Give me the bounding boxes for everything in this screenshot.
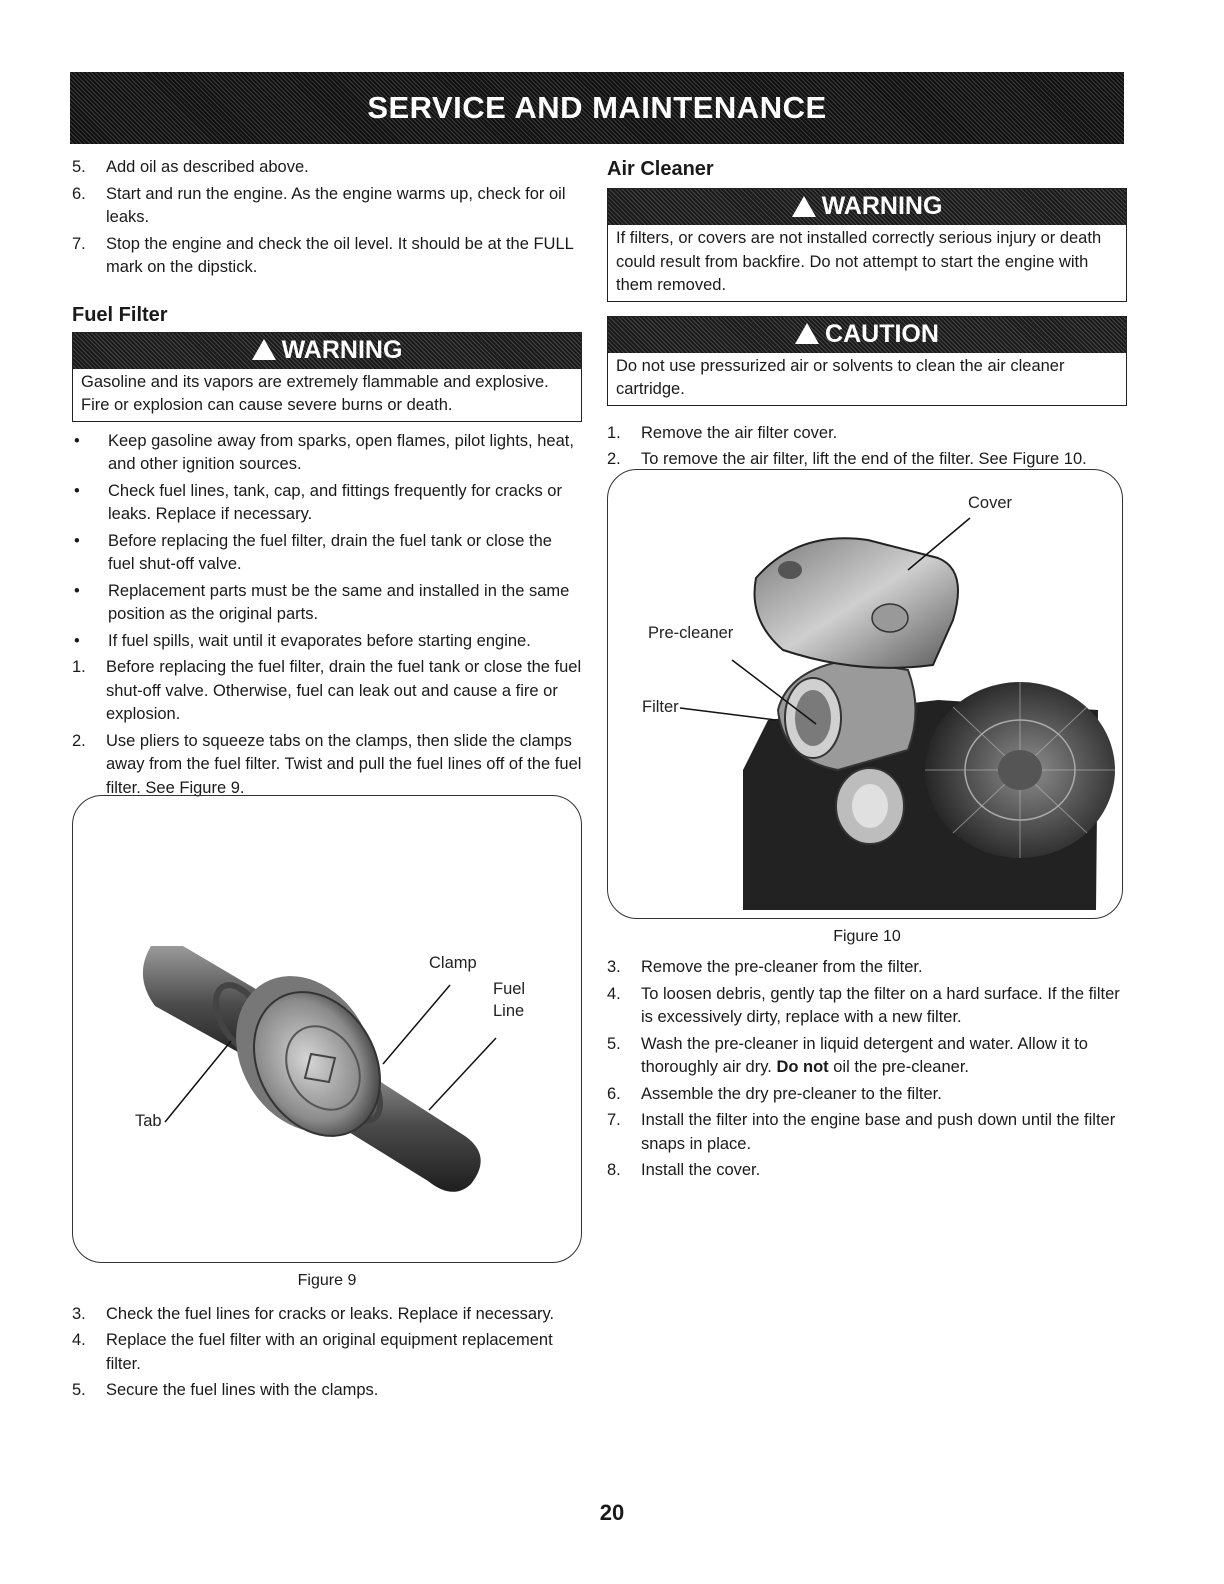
callout-fuel: Fuel — [493, 980, 526, 998]
fuel-filter-illustration — [73, 796, 581, 1262]
right-column — [607, 156, 1127, 1186]
list-item — [72, 156, 582, 180]
item-text: Assemble the dry pre-cleaner to the filter. — [641, 1084, 942, 1103]
filter-element — [778, 660, 916, 770]
item-number: 3. — [72, 1304, 86, 1323]
item-text: Stop the engine and check the oil level. It should be at the FULL mark on the dipstick. — [106, 234, 574, 276]
warning-label: WARNING — [821, 192, 943, 221]
item-text — [641, 1033, 1127, 1080]
callout-clamp: Clamp — [429, 954, 477, 972]
list-item — [72, 1379, 582, 1403]
item-number: 4. — [607, 984, 621, 1003]
list-item — [72, 656, 582, 727]
cover-part — [755, 538, 958, 668]
item-text: Check fuel lines, tank, cap, and fittings frequently for cracks or leaks. Replace if necessary. — [108, 481, 562, 523]
figure-9-caption: Figure 9 — [297, 1272, 357, 1289]
item-text: Before replacing the fuel filter, drain the fuel tank or close the fuel shut-off valve. Otherwise, fuel can leak out and cause a fire or explosion. — [106, 658, 582, 723]
list-item — [607, 956, 1127, 980]
air-cleaner-illustration — [608, 470, 1122, 918]
warning-text: Gasoline and its vapors are extremely flammable and explosive. Fire or explosion can cause severe burns or death. — [81, 372, 549, 414]
item-text: Install the filter into the engine base and push down until the filter snaps in place. — [641, 1111, 1116, 1153]
list-item — [607, 1109, 1127, 1156]
bullet-icon: • — [74, 531, 80, 550]
warning-text: If filters, or covers are not installed correctly serious injury or death could result from backfire. Do not attempt to start the engine with them removed. — [616, 229, 1102, 294]
item-text: Remove the pre-cleaner from the filter. — [641, 958, 923, 976]
caution-label: CAUTION — [825, 319, 939, 348]
bullet-item — [72, 430, 582, 477]
item-number: 7. — [607, 1111, 621, 1129]
item-text: Secure the fuel lines with the clamps. — [106, 1381, 379, 1399]
item-text-part: oil the pre-cleaner. — [828, 1058, 970, 1076]
list-item — [72, 1329, 582, 1376]
callout-line: Line — [493, 1002, 525, 1020]
item-number: 6. — [72, 184, 86, 203]
figure-9-panel — [72, 795, 582, 1263]
item-number: 4. — [72, 1331, 86, 1349]
figure-10-panel — [607, 469, 1123, 919]
item-number: 2. — [72, 731, 86, 750]
warning-header — [73, 333, 581, 369]
warning-header — [608, 189, 1126, 225]
item-text: To loosen debris, gently tap the filter on a hard surface. If the filter is excessively dirty, replace with a new filter. — [641, 984, 1120, 1026]
figure-10-caption: Figure 10 — [833, 927, 901, 945]
item-number: 1. — [607, 423, 621, 442]
caution-text: Do not use pressurized air or solvents to clean the air cleaner cartridge. — [616, 356, 1065, 398]
item-number: 3. — [607, 958, 621, 976]
fuel-warning-box — [72, 332, 582, 422]
item-text: Add oil as described above. — [106, 158, 309, 176]
caution-triangle-icon — [795, 323, 819, 344]
caution-box — [607, 316, 1127, 406]
list-item — [607, 1033, 1127, 1080]
item-text: To remove the air filter, lift the end of the filter. See Figure 10. — [641, 450, 1087, 468]
warning-triangle-icon — [252, 339, 276, 360]
item-text: Install the cover. — [641, 1161, 761, 1179]
left-column — [72, 156, 582, 1406]
caution-header — [608, 317, 1126, 353]
item-number: 5. — [607, 1034, 621, 1053]
item-text: Replacement parts must be the same and installed in the same position as the original parts. — [108, 581, 570, 623]
item-text: Remove the air filter cover. — [641, 423, 838, 442]
air-warning-box — [607, 188, 1127, 302]
callout-precleaner: Pre-cleaner — [648, 623, 734, 642]
item-number: 1. — [72, 658, 86, 676]
item-text: Replace the fuel filter with an original equipment replacement filter. — [106, 1331, 553, 1373]
callout-tab: Tab — [135, 1112, 162, 1130]
item-number: 6. — [607, 1084, 621, 1103]
bullet-item — [72, 530, 582, 577]
warning-label: WARNING — [281, 335, 403, 364]
callout-cover: Cover — [968, 493, 1013, 512]
list-item — [607, 422, 1127, 446]
bullet-item — [72, 480, 582, 527]
fuel-filter-heading: Fuel Filter — [72, 303, 168, 326]
bullet-icon: • — [74, 581, 80, 600]
item-text: Before replacing the fuel filter, drain the fuel tank or close the fuel shut-off valve. — [108, 531, 552, 573]
item-number: 8. — [607, 1161, 621, 1179]
bullet-icon: • — [74, 481, 80, 500]
bullet-item — [72, 630, 582, 654]
bullet-item — [72, 580, 582, 627]
list-item — [607, 1159, 1127, 1183]
list-item — [72, 183, 582, 230]
emphasis-text: Do not — [776, 1058, 829, 1076]
item-text: Keep gasoline away from sparks, open flames, pilot lights, heat, and other ignition sources. — [108, 431, 574, 473]
section-banner — [70, 72, 1124, 144]
bullet-icon: • — [74, 431, 80, 450]
list-item — [72, 730, 582, 801]
callout-filter: Filter — [642, 697, 679, 716]
item-text: Use pliers to squeeze tabs on the clamps, then slide the clamps away from the fuel filter. Twist and pull the fuel lines off of the fuel filter. See Figure 9. — [106, 731, 582, 797]
list-item — [72, 233, 582, 280]
list-item — [607, 1083, 1127, 1107]
item-text: Check the fuel lines for cracks or leaks. Replace if necessary. — [106, 1304, 555, 1323]
list-item — [607, 983, 1127, 1030]
item-text-part: Wash the pre-cleaner in liquid detergent and water. Allow it to thoroughly air dry. — [641, 1034, 1088, 1076]
bullet-icon: • — [74, 631, 80, 650]
item-number: 7. — [72, 234, 86, 253]
item-text: Start and run the engine. As the engine warms up, check for oil leaks. — [106, 184, 566, 226]
item-number: 2. — [607, 450, 621, 468]
list-item — [72, 1303, 582, 1327]
item-number: 5. — [72, 1381, 86, 1399]
item-number: 5. — [72, 158, 86, 176]
warning-triangle-icon — [792, 196, 816, 217]
banner-title: SERVICE AND MAINTENANCE — [367, 90, 827, 125]
air-cleaner-heading: Air Cleaner — [607, 158, 714, 180]
page-number: 20 — [599, 1500, 625, 1525]
item-text: If fuel spills, wait until it evaporates before starting engine. — [108, 631, 531, 650]
list-item — [607, 448, 1127, 472]
